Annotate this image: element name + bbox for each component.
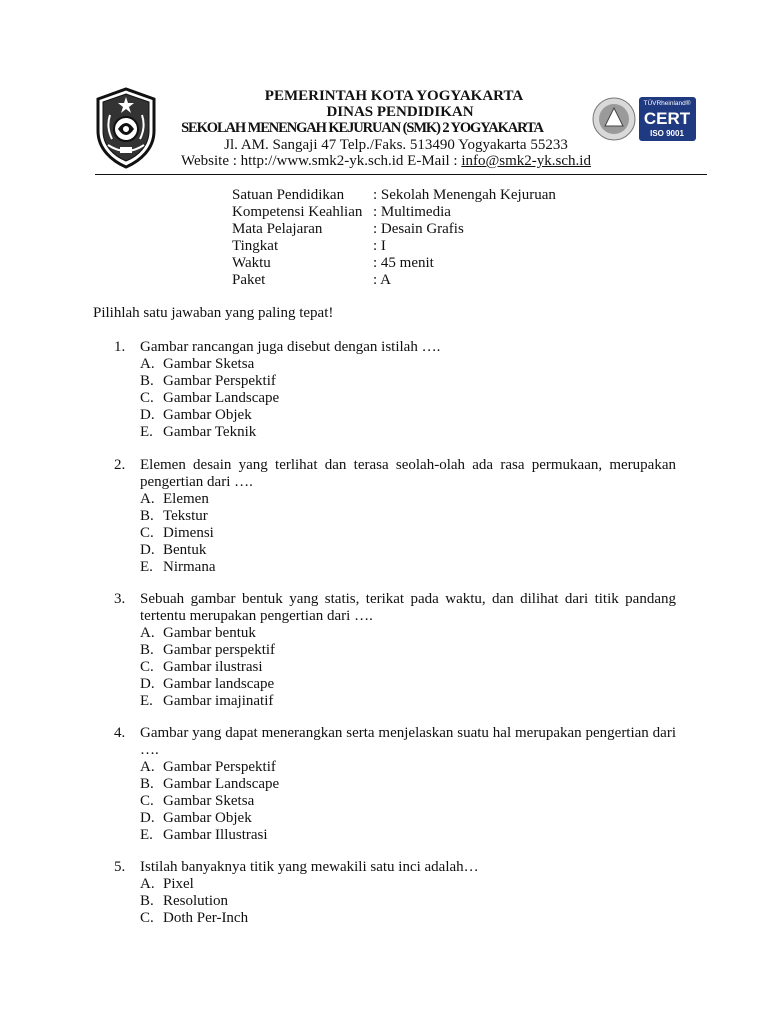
contact-website: Website : http://www.smk2-yk.sch.id E-Mail : xyxy=(181,153,462,169)
info-value: : Sekolah Menengah Kejuruan xyxy=(373,187,556,203)
option-letter: E. xyxy=(140,827,153,843)
info-row xyxy=(232,255,556,272)
contact-email-link[interactable]: info@smk2-yk.sch.id xyxy=(461,153,591,169)
option-text: Doth Per-Inch xyxy=(163,910,249,926)
option-letter: A. xyxy=(140,356,155,372)
option-text: Gambar imajinatif xyxy=(163,693,274,709)
answer-options xyxy=(140,759,676,844)
option-letter: B. xyxy=(140,508,154,524)
answer-options xyxy=(140,625,676,710)
answer-option[interactable] xyxy=(140,827,676,844)
answer-option[interactable] xyxy=(140,373,676,390)
info-value: : A xyxy=(373,272,391,288)
option-text: Gambar Illustrasi xyxy=(163,827,268,843)
cert-brand: TÜVRheinland® xyxy=(643,100,691,107)
option-text: Resolution xyxy=(163,893,229,909)
option-letter: E. xyxy=(140,693,153,709)
letterhead-divider xyxy=(95,174,707,175)
question-text: Gambar yang dapat menerangkan serta menjelaskan suatu hal merupakan pengertian dari …. xyxy=(140,725,676,758)
info-key: Satuan Pendidikan xyxy=(232,187,345,203)
option-text: Gambar Objek xyxy=(163,407,252,423)
answer-option[interactable] xyxy=(140,407,676,424)
answer-option[interactable] xyxy=(140,525,676,542)
option-text: Dimensi xyxy=(163,525,214,541)
option-letter: A. xyxy=(140,876,155,892)
option-text: Gambar Sketsa xyxy=(163,356,255,372)
answer-option[interactable] xyxy=(140,759,676,776)
info-row xyxy=(232,221,556,238)
option-letter: E. xyxy=(140,559,153,575)
option-letter: C. xyxy=(140,659,154,675)
option-text: Gambar Landscape xyxy=(163,776,280,792)
answer-options xyxy=(140,491,676,576)
letterhead-address: Jl. AM. Sangaji 47 Telp./Faks. 513490 Yogyakarta 55233 xyxy=(224,137,568,153)
question-number: 2. xyxy=(114,457,126,473)
info-value: : Desain Grafis xyxy=(373,221,464,237)
letterhead-school: SEKOLAH MENENGAH KEJURUAN (SMK) 2 YOGYAKARTA xyxy=(181,120,543,136)
answer-option[interactable] xyxy=(140,642,676,659)
info-key: Tingkat xyxy=(232,238,279,254)
question-number: 1. xyxy=(114,339,126,355)
option-letter: D. xyxy=(140,407,155,423)
question-item xyxy=(114,725,676,844)
option-letter: D. xyxy=(140,810,155,826)
answer-option[interactable] xyxy=(140,508,676,525)
answer-option[interactable] xyxy=(140,659,676,676)
option-text: Gambar landscape xyxy=(163,676,275,692)
option-letter: A. xyxy=(140,625,155,641)
option-text: Gambar Perspektif xyxy=(163,373,276,389)
answer-option[interactable] xyxy=(140,625,676,642)
option-letter: C. xyxy=(140,793,154,809)
option-text: Gambar Perspektif xyxy=(163,759,276,775)
answer-option[interactable] xyxy=(140,776,676,793)
answer-option[interactable] xyxy=(140,876,676,893)
option-letter: A. xyxy=(140,491,155,507)
answer-option[interactable] xyxy=(140,693,676,710)
option-letter: D. xyxy=(140,676,155,692)
info-key: Kompetensi Keahlian xyxy=(232,204,363,220)
question-text: Istilah banyaknya titik yang mewakili satu inci adalah… xyxy=(140,859,479,875)
info-row xyxy=(232,204,556,221)
option-letter: E. xyxy=(140,424,153,440)
info-value: : 45 menit xyxy=(373,255,434,271)
answer-option[interactable] xyxy=(140,559,676,576)
option-text: Nirmana xyxy=(163,559,216,575)
option-text: Gambar Landscape xyxy=(163,390,280,406)
cert-word: CERT xyxy=(643,109,691,128)
answer-option[interactable] xyxy=(140,356,676,373)
answer-options xyxy=(140,356,676,441)
info-key: Waktu xyxy=(232,255,271,271)
option-letter: C. xyxy=(140,910,154,926)
answer-option[interactable] xyxy=(140,390,676,407)
info-row xyxy=(232,187,556,204)
question-number: 4. xyxy=(114,725,126,741)
option-text: Gambar perspektif xyxy=(163,642,276,658)
letterhead-department: DINAS PENDIDIKAN xyxy=(326,104,474,120)
question-text: Gambar rancangan juga disebut dengan istilah …. xyxy=(140,339,441,355)
option-text: Pixel xyxy=(163,876,194,892)
option-text: Gambar Teknik xyxy=(163,424,257,440)
answer-option[interactable] xyxy=(140,424,676,441)
question-text: Elemen desain yang terlihat dan terasa seolah-olah ada rasa permukaan, merupakan pengertian dari …. xyxy=(140,457,676,490)
exam-info-table xyxy=(232,187,556,289)
info-row xyxy=(232,238,556,255)
option-letter: B. xyxy=(140,893,154,909)
answer-option[interactable] xyxy=(140,542,676,559)
option-letter: B. xyxy=(140,373,154,389)
option-text: Bentuk xyxy=(163,542,207,558)
question-item xyxy=(114,591,676,710)
question-item xyxy=(114,339,676,441)
iso-certification-badge xyxy=(592,95,698,143)
instruction-text: Pilihlah satu jawaban yang paling tepat! xyxy=(93,305,334,321)
letterhead-government: PEMERINTAH KOTA YOGYAKARTA xyxy=(264,88,524,104)
option-letter: C. xyxy=(140,390,154,406)
info-key: Paket xyxy=(232,272,266,288)
info-key: Mata Pelajaran xyxy=(232,221,323,237)
option-text: Gambar bentuk xyxy=(163,625,256,641)
info-row xyxy=(232,272,556,289)
question-number: 5. xyxy=(114,859,126,875)
option-text: Tekstur xyxy=(163,508,208,524)
question-item xyxy=(114,457,676,576)
letterhead-contact xyxy=(2,153,768,170)
question-item xyxy=(114,859,676,927)
option-letter: C. xyxy=(140,525,154,541)
option-letter: A. xyxy=(140,759,155,775)
question-number: 3. xyxy=(114,591,126,607)
answer-option[interactable] xyxy=(140,910,676,927)
answer-option[interactable] xyxy=(140,893,676,910)
option-text: Gambar Objek xyxy=(163,810,252,826)
cert-iso: ISO 9001 xyxy=(650,129,684,138)
option-letter: B. xyxy=(140,776,154,792)
info-value: : I xyxy=(373,238,386,254)
option-letter: B. xyxy=(140,642,154,658)
option-text: Gambar Sketsa xyxy=(163,793,255,809)
answer-option[interactable] xyxy=(140,491,676,508)
question-text: Sebuah gambar bentuk yang statis, terikat pada waktu, dan dilihat dari titik pandang tertentu merupakan pengertian dari …. xyxy=(140,591,676,624)
option-letter: D. xyxy=(140,542,155,558)
answer-option[interactable] xyxy=(140,793,676,810)
option-text: Gambar ilustrasi xyxy=(163,659,263,675)
answer-options xyxy=(140,876,676,927)
answer-option[interactable] xyxy=(140,676,676,693)
option-text: Elemen xyxy=(163,491,209,507)
info-value: : Multimedia xyxy=(373,204,451,220)
answer-option[interactable] xyxy=(140,810,676,827)
